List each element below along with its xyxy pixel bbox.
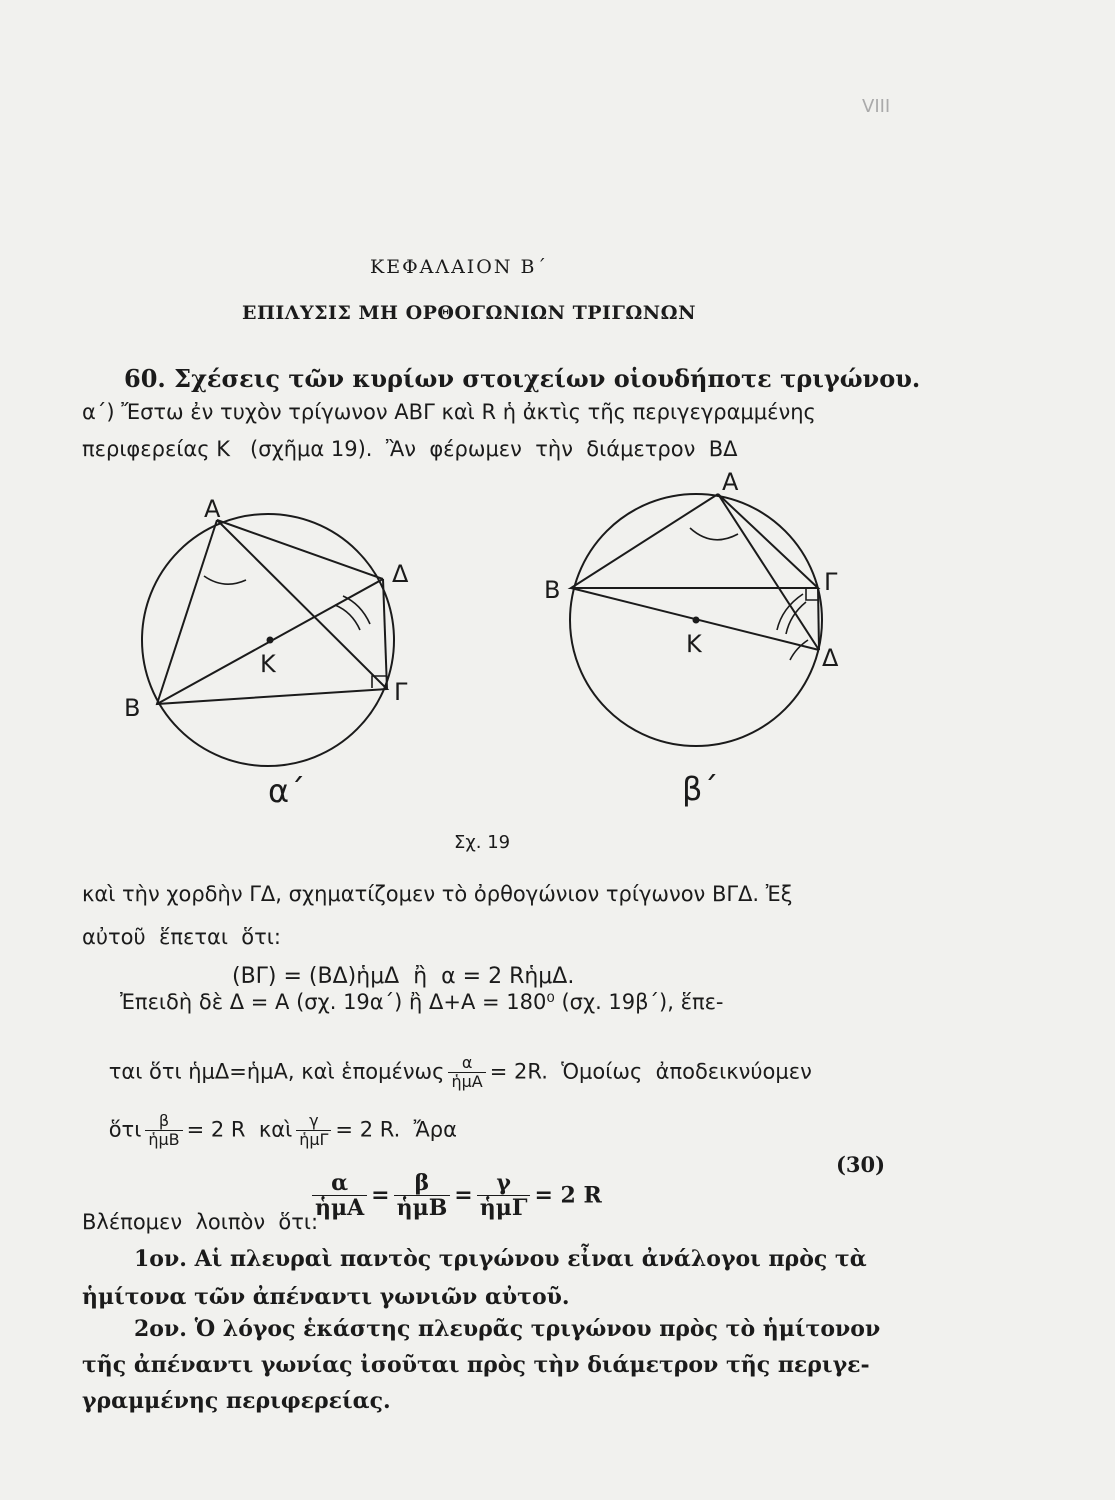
- label-d-left: Δ: [392, 560, 409, 588]
- label-k-left: Κ: [260, 650, 276, 678]
- frac-num: β: [394, 1171, 451, 1196]
- eq30-frac-1: [312, 1171, 367, 1221]
- line5-post: = 2 R. Ἄρα: [335, 1117, 457, 1142]
- frac-den: ἡμΑ: [451, 1071, 483, 1091]
- rule-1-line-1: 1ον. Αἱ πλευραὶ παντὸς τριγώνου εἶναι ἀνάλογοι πρὸς τὰ: [134, 1246, 867, 1272]
- eq30-rhs: = 2 R: [534, 1182, 602, 1209]
- body-line-3: Ἐπειδὴ δὲ Δ = Α (σχ. 19α΄) ἢ Δ+Α = 180⁰ (σχ. 19β΄), ἕπε-: [120, 990, 724, 1014]
- equals-sign: =: [371, 1182, 390, 1209]
- body-line-6: Βλέπομεν λοιπὸν ὅτι:: [82, 1210, 319, 1234]
- figure-caption: Σχ. 19: [454, 832, 511, 853]
- frac-num: α: [448, 1054, 485, 1073]
- label-b-right: Β: [544, 576, 561, 604]
- fraction-b-sinB: [145, 1112, 182, 1149]
- center-k-right: [693, 617, 700, 624]
- center-k-left: [267, 637, 274, 644]
- eq30-frac-2: [394, 1171, 451, 1221]
- frac-den: ἡμΒ: [396, 1195, 448, 1222]
- line5-text: ὅτι: [108, 1117, 142, 1142]
- angle-arc-d2-left: [343, 596, 370, 624]
- label-a-left: Α: [204, 495, 221, 523]
- frac-den: ἡμΓ: [479, 1195, 528, 1222]
- page-header: VIII: [862, 96, 891, 117]
- angle-arc-d-left: [335, 605, 360, 630]
- angle-arc-a-left: [204, 576, 246, 584]
- body-line-2: αὐτοῦ ἕπεται ὅτι:: [82, 925, 281, 949]
- frac-num: β: [145, 1112, 182, 1131]
- equals-sign: =: [454, 1182, 473, 1209]
- body-line-1: καὶ τὴν χορδὴν ΓΔ, σχηματίζομεν τὸ ὀρθογώνιον τρίγωνον ΒΓΔ. Ἐξ: [82, 882, 793, 906]
- rule-2-line-1: 2ον. Ὁ λόγος ἑκάστης πλευρᾶς τριγώνου πρὸς τὸ ἡμίτονον: [134, 1316, 881, 1342]
- fraction-a-sinA: [448, 1054, 485, 1091]
- label-g-right: Γ: [824, 568, 838, 596]
- rule-2-line-2: τῆς ἀπέναντι γωνίας ἰσοῦται πρὸς τὴν διάμετρον τῆς περιγε-: [82, 1352, 870, 1378]
- label-left-figure: α΄: [268, 772, 306, 810]
- section-heading: 60. Σχέσεις τῶν κυρίων στοιχείων οἱουδήποτε τριγώνου.: [124, 364, 921, 393]
- equation-1: (ΒΓ) = (ΒΔ)ἡμΔ ἢ α = 2 RἡμΔ.: [232, 964, 575, 989]
- chapter-subtitle: ΕΠΙΛΥΣΙΣ ΜΗ ΟΡΘΟΓΩΝΙΩΝ ΤΡΙΓΩΝΩΝ: [242, 302, 696, 324]
- equation-30: [280, 1146, 602, 1246]
- segment-ad-left: [217, 520, 383, 579]
- label-g-left: Γ: [394, 678, 408, 706]
- eq30-frac-3: [477, 1171, 531, 1221]
- angle-arc-d2-right: [777, 594, 803, 630]
- line5-mid: = 2 R καὶ: [186, 1117, 293, 1142]
- chord-gd-right: [818, 588, 819, 650]
- label-a-right: Α: [722, 468, 739, 496]
- frac-den: ἡμΓ: [299, 1129, 329, 1149]
- label-d-right: Δ: [822, 644, 839, 672]
- angle-arc-a-right: [690, 528, 738, 540]
- triangle-right: [571, 494, 818, 588]
- rule-1-line-2: ἡμίτονα τῶν ἀπέναντι γωνιῶν αὐτοῦ.: [82, 1284, 570, 1310]
- intro-line-2: περιφερείας Κ (σχῆμα 19). Ἂν φέρωμεν τὴν διάμετρον ΒΔ: [82, 437, 738, 461]
- line4-text: ται ὅτι ἡμΔ=ἡμΑ, καὶ ἑπομένως: [108, 1059, 445, 1084]
- equation-number-30: (30): [836, 1152, 886, 1177]
- frac-den: ἡμΒ: [148, 1129, 180, 1149]
- figure-19: [0, 460, 1115, 880]
- label-right-figure: β΄: [682, 770, 719, 808]
- line4-post: = 2R. Ὁμοίως ἀποδεικνύομεν: [489, 1059, 812, 1084]
- frac-den: ἡμΑ: [314, 1195, 365, 1222]
- intro-line-1: α΄) Ἔστω ἐν τυχὸν τρίγωνον ΑΒΓ καὶ R ἡ ἀκτὶς τῆς περιγεγραμμένης: [82, 400, 816, 424]
- right-angle-right: [806, 588, 818, 600]
- frac-num: γ: [296, 1112, 331, 1131]
- frac-num: γ: [477, 1171, 531, 1196]
- rule-2-line-3: γραμμένης περιφερείας.: [82, 1388, 391, 1414]
- frac-num: α: [312, 1171, 367, 1196]
- label-k-right: Κ: [686, 630, 702, 658]
- fraction-c-sinC: [296, 1112, 331, 1149]
- chapter-title: ΚΕΦΑΛΑΙΟΝ Β΄: [370, 256, 549, 278]
- label-b-left: Β: [124, 694, 141, 722]
